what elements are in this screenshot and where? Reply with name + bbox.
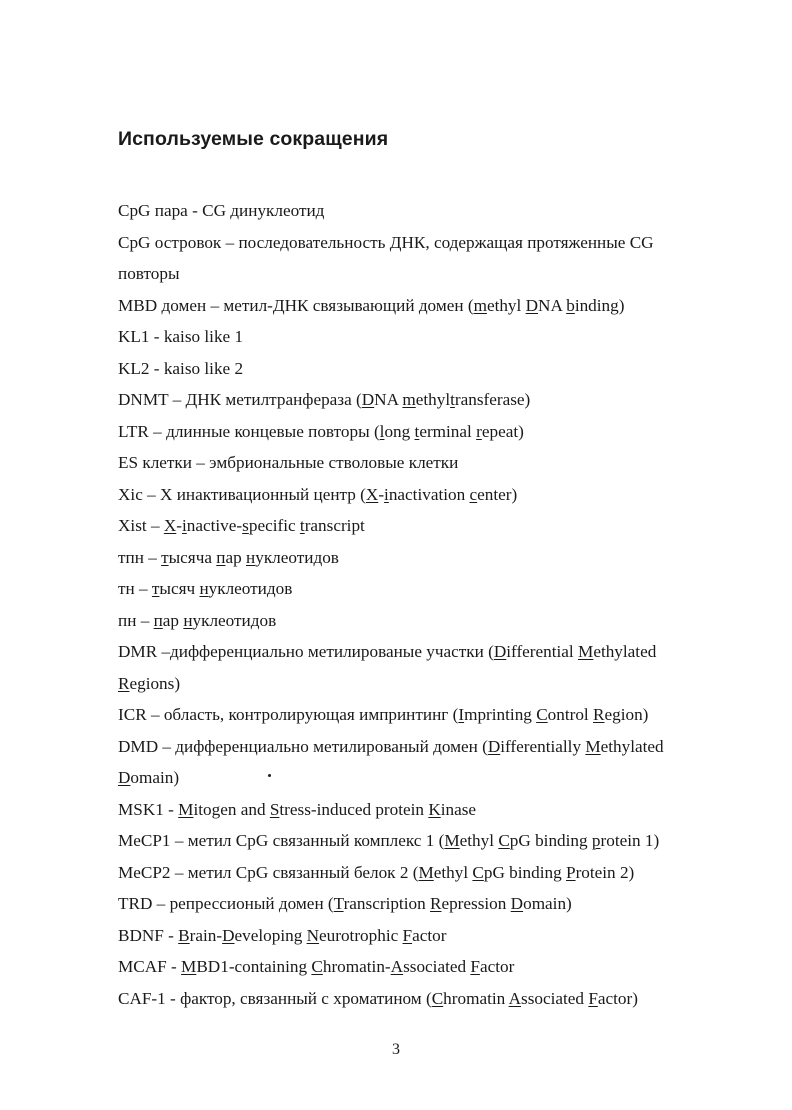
- text-segment: itogen and: [193, 799, 270, 819]
- underlined-letter: t: [299, 516, 305, 535]
- underlined-letter: K: [428, 799, 441, 819]
- text-segment: ethyl: [415, 390, 451, 409]
- abbreviation-line: [118, 353, 738, 385]
- abbreviation-line: [118, 731, 738, 763]
- text-segment: eveloping: [234, 925, 307, 945]
- abbreviation-line: [118, 605, 738, 637]
- abbreviation-line: [118, 258, 738, 290]
- text-segment: CAF-1 - фактор, связанный с хроматином (: [118, 988, 432, 1008]
- underlined-letter: l: [379, 421, 385, 441]
- abbreviation-line: [118, 983, 738, 1015]
- text-segment: ontrol: [547, 705, 594, 724]
- text-segment: ethylated: [593, 642, 657, 661]
- abbreviation-line: [118, 794, 738, 826]
- abbreviation-line: [118, 384, 738, 416]
- underlined-letter: p: [591, 831, 601, 850]
- underlined-letter: F: [402, 925, 413, 945]
- abbreviation-line: [118, 321, 738, 353]
- abbreviation-line: [118, 888, 738, 920]
- abbreviation-line: [118, 479, 738, 511]
- underlined-letter: P: [566, 862, 576, 882]
- text-segment: epression: [441, 894, 511, 913]
- text-segment: rotein 2): [575, 862, 635, 882]
- underlined-letter: i: [384, 484, 389, 504]
- underlined-letter: D: [510, 894, 524, 913]
- underlined-letter: C: [431, 988, 444, 1008]
- underlined-letter: X: [163, 516, 177, 535]
- underlined-letter: D: [487, 736, 501, 756]
- underlined-letter: M: [178, 799, 194, 819]
- underlined-letter: t: [414, 421, 420, 441]
- text-segment: DMD – дифференциально метилированый домен (: [118, 736, 488, 756]
- text-segment: egion): [604, 705, 649, 724]
- abbreviation-line: [118, 825, 738, 857]
- text-segment: уклеотидов: [208, 579, 293, 598]
- text-segment: mprinting: [464, 705, 537, 724]
- text-segment: ifferential: [506, 642, 579, 661]
- underlined-letter: C: [536, 705, 548, 724]
- abbreviation-line: [118, 857, 738, 889]
- text-segment: NA: [538, 295, 567, 315]
- text-segment: ethyl: [486, 295, 526, 315]
- text-segment: ethylated: [600, 736, 664, 756]
- scan-speck: [268, 774, 271, 777]
- underlined-letter: M: [181, 957, 197, 976]
- underlined-letter: A: [390, 957, 404, 976]
- underlined-letter: D: [118, 768, 131, 787]
- text-segment: ranscription: [343, 894, 430, 913]
- text-segment: ар: [225, 547, 247, 567]
- text-segment: ranscript: [304, 516, 365, 535]
- abbreviation-line: [118, 510, 738, 542]
- text-segment: ар: [162, 610, 184, 630]
- text-segment: omain): [130, 768, 180, 787]
- text-segment: erminal: [419, 421, 477, 441]
- text-segment: Xic – X инактивационный центр (: [118, 484, 366, 504]
- underlined-letter: D: [493, 642, 507, 661]
- underlined-letter: п: [216, 547, 226, 567]
- text-segment: ысяч: [159, 579, 200, 598]
- text-segment: MCAF -: [118, 957, 182, 976]
- text-segment: KL1 - kaiso like 1: [118, 327, 244, 346]
- abbreviation-line: [118, 542, 738, 574]
- text-segment: actor: [412, 925, 447, 945]
- text-segment: NA: [374, 390, 403, 409]
- text-segment: inding): [574, 295, 625, 315]
- underlined-letter: н: [199, 579, 209, 598]
- text-segment: ICR – область, контролирующая импринтинг (: [118, 705, 459, 724]
- underlined-letter: т: [151, 579, 160, 598]
- underlined-letter: c: [469, 484, 478, 504]
- underlined-letter: B: [178, 925, 190, 945]
- text-segment: уклеотидов: [192, 610, 277, 630]
- text-segment: тпн –: [118, 547, 162, 567]
- text-segment: DNMT – ДНК метилтранфераза (: [118, 390, 362, 409]
- underlined-letter: t: [450, 390, 455, 409]
- text-segment: omain): [523, 894, 572, 913]
- text-segment: тн –: [118, 579, 152, 598]
- abbreviation-line: [118, 290, 738, 322]
- text-segment: CpG пара - CG динуклеотид: [118, 201, 325, 220]
- abbreviation-line: [118, 668, 738, 700]
- abbreviation-line: [118, 573, 738, 605]
- text-segment: ssociated: [403, 957, 471, 976]
- abbreviation-line: [118, 447, 738, 479]
- underlined-letter: X: [365, 484, 379, 504]
- text-segment: MSK1 -: [118, 799, 179, 819]
- abbreviation-line: [118, 416, 738, 448]
- text-segment: ssociated: [521, 988, 589, 1008]
- underlined-letter: M: [418, 862, 434, 882]
- abbreviation-line: [118, 920, 738, 952]
- text-segment: epeat): [481, 421, 524, 441]
- underlined-letter: D: [525, 295, 539, 315]
- abbreviation-line: [118, 951, 738, 983]
- underlined-letter: C: [498, 831, 510, 850]
- text-segment: rotein 1): [600, 831, 660, 850]
- abbreviations-list: [118, 195, 738, 1014]
- abbreviation-line: [118, 699, 738, 731]
- text-segment: egions): [129, 673, 181, 693]
- text-segment: LTR – длинные концевые повторы (: [118, 421, 380, 441]
- text-segment: BDNF -: [118, 925, 179, 945]
- text-segment: nactive-: [186, 516, 243, 535]
- underlined-letter: b: [566, 295, 575, 315]
- text-segment: MBD домен – метил-ДНК связывающий домен (: [118, 295, 474, 315]
- underlined-letter: s: [242, 516, 249, 535]
- abbreviation-line: [118, 762, 738, 794]
- text-segment: pecific: [248, 516, 300, 535]
- text-segment: ethyl: [459, 831, 499, 850]
- underlined-letter: F: [470, 957, 480, 976]
- text-segment: CpG островок – последовательность ДНК, содержащая протяженные CG: [118, 232, 654, 252]
- underlined-letter: R: [593, 705, 605, 724]
- text-segment: MeCP2 – метил CpG связанный белок 2 (: [118, 862, 419, 882]
- underlined-letter: R: [429, 894, 442, 913]
- text-segment: ES клетки – эмбриональные стволовые клетки: [118, 453, 459, 472]
- underlined-letter: I: [458, 705, 465, 724]
- text-segment: nactivation: [388, 484, 470, 504]
- text-segment: ethyl: [433, 862, 473, 882]
- text-segment: eurotrophic: [319, 925, 403, 945]
- underlined-letter: т: [161, 547, 169, 567]
- underlined-letter: F: [588, 988, 598, 1008]
- text-segment: ransferase): [454, 390, 531, 409]
- text-segment: TRD – репрессионый домен (: [118, 894, 334, 913]
- underlined-letter: T: [333, 894, 344, 913]
- text-segment: actor: [479, 957, 515, 976]
- text-segment: ifferentially: [500, 736, 586, 756]
- text-segment: inase: [440, 799, 477, 819]
- text-segment: rain-: [189, 925, 223, 945]
- underlined-letter: M: [578, 642, 594, 661]
- underlined-letter: R: [118, 673, 130, 693]
- text-segment: ысяча: [168, 547, 217, 567]
- text-segment: enter): [477, 484, 518, 504]
- underlined-letter: m: [473, 295, 487, 315]
- underlined-letter: н: [246, 547, 256, 567]
- text-segment: уклеотидов: [255, 547, 339, 567]
- text-segment: pG binding: [483, 862, 566, 882]
- text-segment: ong: [384, 421, 415, 441]
- page-title: Используемые сокращения: [118, 128, 389, 150]
- abbreviation-line: [118, 227, 738, 259]
- text-segment: tress-induced protein: [279, 799, 429, 819]
- text-segment: Xist –: [118, 516, 164, 535]
- text-segment: пн –: [118, 610, 154, 630]
- abbreviation-line: [118, 636, 738, 668]
- text-segment: hromatin-: [322, 957, 391, 976]
- underlined-letter: D: [222, 925, 235, 945]
- underlined-letter: A: [508, 988, 521, 1008]
- text-segment: hromatin: [443, 988, 509, 1008]
- underlined-letter: m: [402, 390, 416, 409]
- underlined-letter: i: [182, 516, 187, 535]
- text-segment: BD1-containing: [196, 957, 312, 976]
- underlined-letter: C: [311, 957, 323, 976]
- page-number: 3: [392, 1041, 400, 1058]
- underlined-letter: r: [476, 421, 482, 441]
- abbreviation-line: [118, 195, 738, 227]
- text-segment: KL2 - kaiso like 2: [118, 358, 244, 378]
- text-segment: -: [176, 516, 182, 535]
- text-segment: pG binding: [509, 831, 592, 850]
- text-segment: повторы: [118, 264, 180, 283]
- text-segment: -: [378, 484, 385, 504]
- underlined-letter: M: [585, 736, 601, 756]
- underlined-letter: н: [183, 610, 193, 630]
- underlined-letter: п: [153, 610, 163, 630]
- underlined-letter: N: [306, 925, 320, 945]
- text-segment: actor): [597, 988, 638, 1008]
- underlined-letter: S: [269, 799, 280, 819]
- underlined-letter: M: [444, 831, 460, 850]
- underlined-letter: D: [361, 390, 375, 409]
- underlined-letter: C: [472, 862, 484, 882]
- text-segment: MeCP1 – метил CpG связанный комплекс 1 (: [118, 831, 445, 850]
- text-segment: DMR –дифференциально метилированые участки (: [118, 642, 494, 661]
